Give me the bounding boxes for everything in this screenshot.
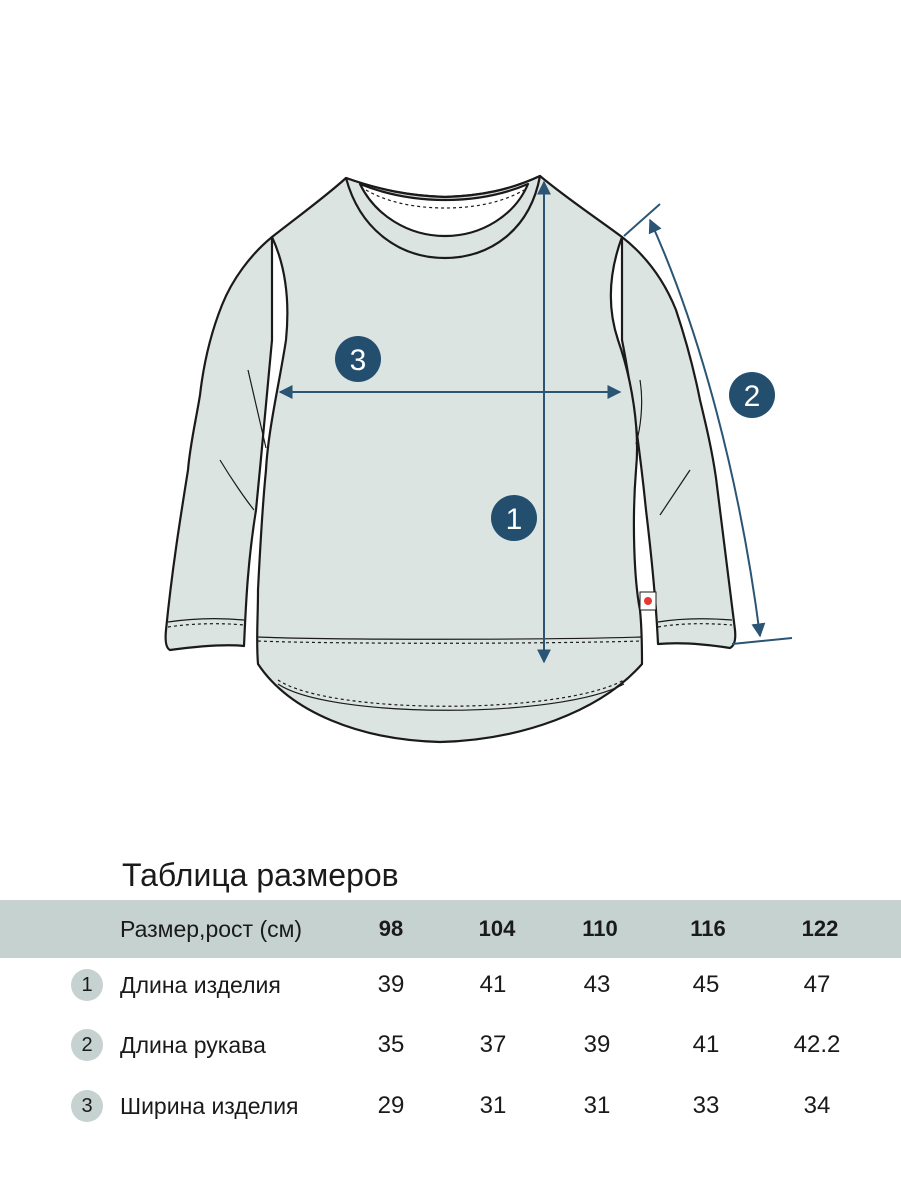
size-122: 122 — [801, 916, 839, 941]
row-value: 35 — [377, 1031, 405, 1058]
row-number-badge: 2 — [71, 1029, 103, 1061]
right-sleeve — [622, 237, 735, 648]
row-value: 31 — [479, 1092, 507, 1119]
row-number-badge: 3 — [71, 1090, 103, 1122]
left-sleeve — [166, 237, 272, 650]
svg-text:3: 3 — [349, 344, 367, 377]
row-value: 33 — [692, 1092, 720, 1119]
row-value: 42.2 — [793, 1031, 841, 1058]
svg-text:2: 2 — [743, 380, 761, 413]
row-value: 41 — [692, 1031, 720, 1058]
svg-text:1: 1 — [505, 503, 523, 536]
row-value: 39 — [377, 971, 405, 998]
row-label: Длина рукава — [120, 1032, 266, 1058]
row-value: 34 — [803, 1092, 831, 1119]
marker-3 — [335, 336, 381, 382]
row-value: 41 — [479, 971, 507, 998]
row-number-badge: 1 — [71, 969, 103, 1001]
header-label: Размер,рост (см) — [120, 916, 303, 942]
table-header — [0, 900, 901, 958]
label-tag — [640, 592, 656, 610]
row-value: 31 — [583, 1092, 611, 1119]
tshirt-drawing — [166, 176, 736, 742]
table-row — [0, 1025, 901, 1065]
row-value: 37 — [479, 1031, 507, 1058]
garment-body — [257, 176, 642, 742]
size-110: 110 — [582, 916, 618, 941]
table-row — [0, 965, 901, 1005]
row-value: 43 — [583, 971, 611, 998]
size-98: 98 — [378, 916, 404, 941]
row-label: Ширина изделия — [120, 1093, 299, 1119]
table-title: Таблица размеров — [122, 857, 399, 893]
row-value: 39 — [583, 1031, 611, 1058]
row-value: 29 — [377, 1092, 405, 1119]
marker-1 — [491, 495, 537, 541]
table-row — [0, 1086, 901, 1126]
size-116: 116 — [690, 916, 726, 941]
row-value: 47 — [803, 971, 831, 998]
row-value: 45 — [692, 971, 720, 998]
size-104: 104 — [478, 916, 516, 941]
row-label: Длина изделия — [120, 972, 281, 998]
marker-2 — [729, 372, 775, 418]
